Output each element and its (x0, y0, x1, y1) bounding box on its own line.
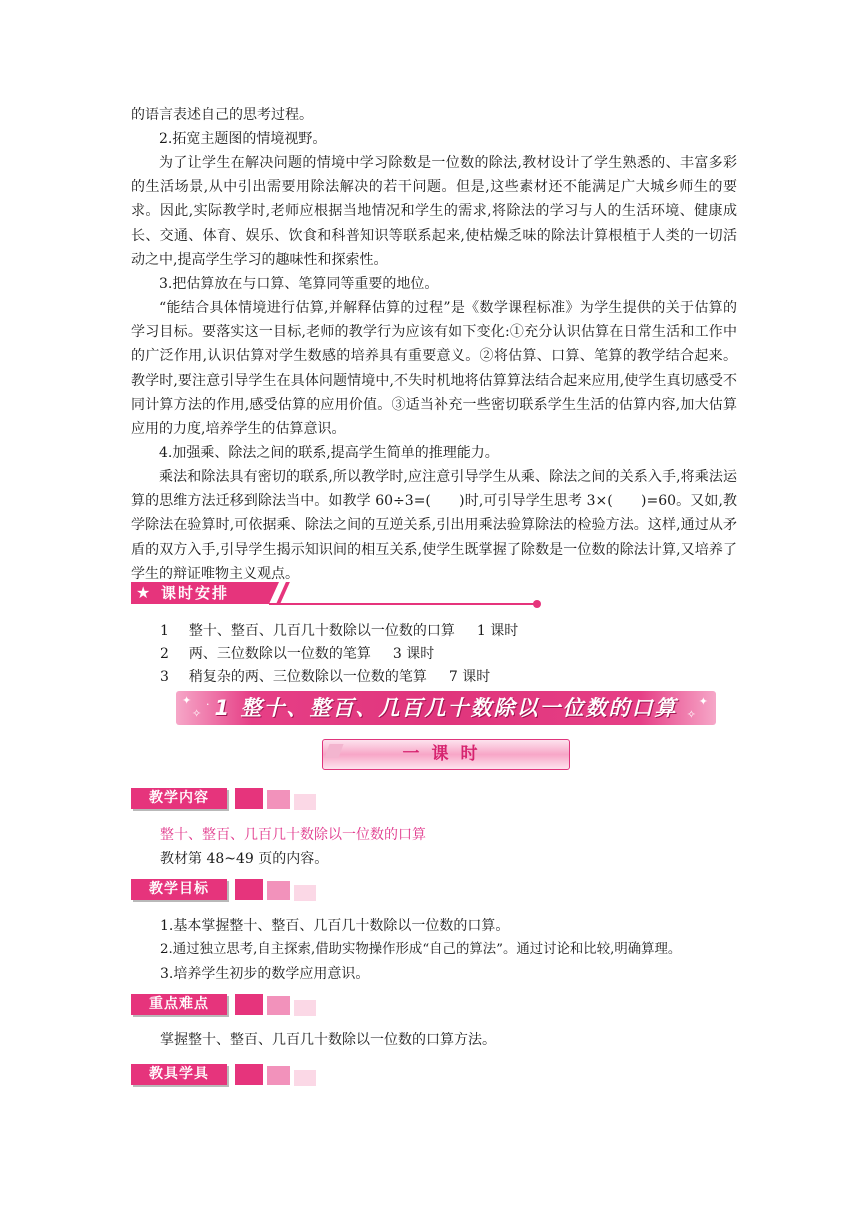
paragraph-estimation: “能结合具体情境进行估算,并解释估算的过程”是《数学课程标准》为学生提供的关于估算的学习目标。要落实这一目标,老师的教学行为应该有如下变化:①充分认识估算在日常生活和工作中的广泛作用,认识估算对学生数感的培养具有重要意义。②将估算、口算、笔算的教学结合起来。教学时,要注意引导学生在具体问题情境中,不失时机地将估算算法结合起来应用,使学生真切感受不同计算方法的作用,感受估算的应用价值。③适当补充一些密切联系学生生活的估算内容,加大估算应用的力度,培养学生的估算意识。 (131, 300, 737, 438)
paragraph-multiplication: 乘法和除法具有密切的联系,所以教学时,应注意引导学生从乘、除法之间的关系入手,将乘法运算的思维方法迁移到除法当中。如教学 60÷3=( )时,可引导学生思考 3×( )=60。又如,教学除法在验算时,可依据乘、除法之间的互逆关系,引出用乘法验算除法的检验方法。这样,通过从矛盾的双方入手,引导学生揭示知识间的相互关系,使学生既掌握了除数是一位数的除法计算,又培养了学生的辩证唯物主义观点。 (131, 469, 737, 582)
key-text: 掌握整十、整百、几百几十数除以一位数的口算方法。 (160, 1032, 496, 1048)
schedule-item-name: 两、三位数除以一位数的笔算 (188, 646, 371, 662)
lesson-count-box (322, 739, 570, 770)
tag-block (294, 885, 316, 901)
tag-block (235, 788, 263, 809)
schedule-item (160, 621, 518, 641)
schedule-item-number: 3 (160, 669, 169, 685)
schedule-heading-ribbon (131, 582, 413, 606)
point-3-heading: 3.把估算放在与口算、笔算同等重要的地位。 (159, 276, 439, 292)
schedule-item-name: 整十、整百、几百几十数除以一位数的口算 (188, 623, 455, 639)
tag-block (235, 994, 263, 1015)
ribbon-dot (533, 600, 541, 608)
content-text: 教材第 48~49 页的内容。 (160, 851, 329, 867)
schedule-heading-tag (131, 582, 269, 604)
schedule-item-hours: 7 课时 (448, 669, 491, 685)
ribbon-rule (269, 603, 537, 605)
lesson-count-label: 一课时 (402, 744, 490, 764)
sparkle-icon: ✦ (698, 695, 708, 708)
section-label: 教具学具 (131, 1064, 227, 1085)
schedule-item-number: 2 (160, 646, 169, 662)
sparkle-icon: ✧ (192, 707, 202, 720)
schedule-item-hours: 3 课时 (392, 646, 435, 662)
tag-block (294, 1070, 316, 1086)
tag-block (294, 1000, 316, 1016)
sparkle-icon: · (206, 698, 210, 711)
content-topic: 整十、整百、几百几十数除以一位数的口算 (160, 827, 426, 843)
schedule-item (160, 667, 490, 687)
tag-block (267, 1066, 290, 1085)
tag-block (294, 794, 316, 810)
paragraph-continued: 的语言表述自己的思考过程。 (131, 107, 313, 123)
tag-block (267, 881, 290, 900)
tag-block (267, 996, 290, 1015)
point-2-heading: 2.拓宽主题图的情境视野。 (159, 131, 327, 147)
section-label: 教学目标 (131, 879, 227, 900)
chapter-title: 1 整十、整百、几百几十数除以一位数的口算 (214, 696, 678, 720)
schedule-title: 课时安排 (161, 584, 230, 602)
chapter-banner (176, 691, 716, 725)
section-label: 重点难点 (131, 994, 227, 1015)
star-icon: ★ (136, 583, 151, 602)
goal-item: 1.基本掌握整十、整百、几百几十数除以一位数的口算。 (160, 918, 510, 934)
section-label: 教学内容 (131, 788, 227, 809)
schedule-item-name: 稍复杂的两、三位数除以一位数的笔算 (188, 669, 427, 685)
schedule-item-hours: 1 课时 (476, 623, 519, 639)
tag-block (267, 790, 290, 809)
tag-block (235, 1064, 263, 1085)
tag-block (235, 879, 263, 900)
goal-item: 3.培养学生初步的数学应用意识。 (160, 966, 370, 982)
sparkle-icon: ✦ (182, 694, 192, 707)
sparkle-icon: ✧ (686, 708, 696, 721)
schedule-item-number: 1 (160, 623, 169, 639)
point-4-heading: 4.加强乘、除法之间的联系,提高学生简单的推理能力。 (159, 445, 499, 461)
schedule-item (160, 644, 434, 664)
paragraph-context: 为了让学生在解决问题的情境中学习除数是一位数的除法,教材设计了学生熟悉的、丰富多彩的生活场景,从中引出需要用除法解决的若干问题。但是,这些素材还不能满足广大城乡师生的要求。因此,实际教学时,老师应根据当地情况和学生的需求,将除法的学习与人的生活环境、健康成长、交通、体育、娱乐、饮食和科普知识等联系起来,使枯燥乏味的除法计算根植于人类的一切活动之中,提高学生学习的趣味性和探索性。 (131, 155, 737, 268)
goal-item: 2.通过独立思考,自主探索,借助实物操作形成“自己的算法”。通过讨论和比较,明确算理。 (160, 942, 682, 957)
